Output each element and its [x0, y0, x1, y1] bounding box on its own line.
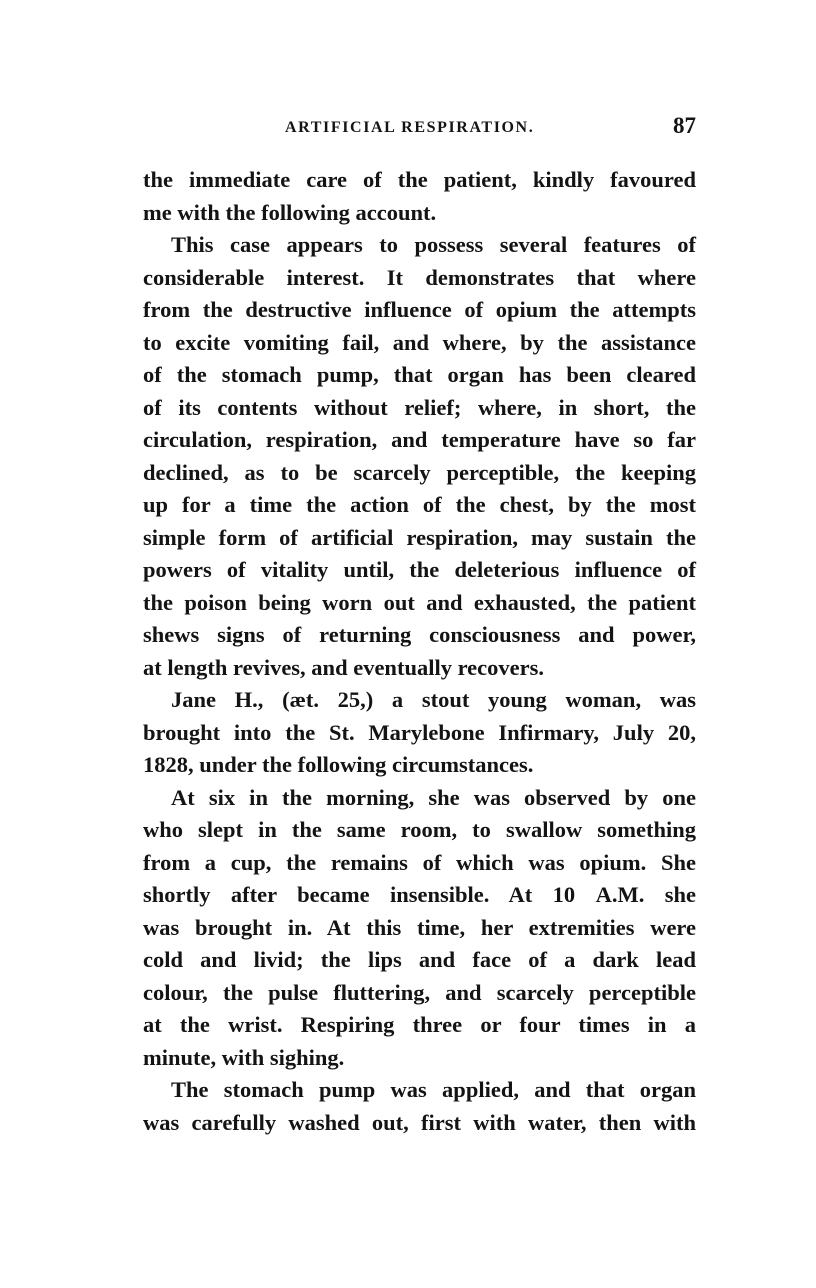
text-line: the immediate care of the patient, kindly favoured — [143, 167, 696, 192]
text-line: simple form of artificial respiration, may sustain the — [143, 524, 696, 550]
text-line: circulation, respiration, and temperature have so far — [143, 427, 696, 452]
time-abbreviation: A.M. — [595, 882, 645, 907]
text-line: of its contents without relief; where, in short, the — [143, 394, 696, 420]
text-line: the poison being worn out and exhausted, the patient — [143, 589, 696, 615]
text-line: to excite vomiting fail, and where, by the assistance — [143, 329, 696, 355]
text-line: 1828, under the following circumstances. — [143, 752, 534, 777]
text-segment: shortly after became insensible. At 10 — [143, 882, 596, 907]
body-text — [143, 164, 696, 1139]
text-line: me with the following account. — [143, 199, 437, 225]
text-line: at length revives, and eventually recovers. — [143, 654, 544, 680]
text-line: colour, the pulse fluttering, and scarcely perceptible — [143, 979, 696, 1005]
running-title: ARTIFICIAL RESPIRATION. — [285, 119, 535, 136]
text-line: of the stomach pump, that organ has been cleared — [143, 362, 696, 387]
text-line: was carefully washed out, first with water, then with — [143, 1109, 696, 1135]
paragraph-first-line: At six in the morning, she was observed by one — [171, 784, 696, 810]
page-number: 87 — [673, 113, 696, 138]
text-line: powers of vitality until, the deleterious influence of — [143, 557, 696, 582]
paragraph-first-line: This case appears to possess several features of — [171, 232, 696, 257]
text-line: declined, as to be scarcely perceptible, the keeping — [143, 459, 696, 485]
text-line: minute, with sighing. — [143, 1044, 345, 1070]
paragraph-first-line: The stomach pump was applied, and that organ — [171, 1077, 696, 1102]
paragraph-first-line: Jane H., (æt. 25,) a stout young woman, was — [171, 687, 696, 712]
text-line: cold and livid; the lips and face of a dark lead — [143, 947, 696, 972]
text-line: considerable interest. It demonstrates that where — [143, 264, 696, 290]
text-line: from a cup, the remains of which was opium. She — [143, 849, 696, 875]
text-line: brought into the St. Marylebone Infirmary, July 20, — [143, 719, 696, 745]
text-line: up for a time the action of the chest, by the most — [143, 492, 696, 517]
text-line: was brought in. At this time, her extremities were — [143, 914, 696, 940]
text-line: from the destructive influence of opium the attempts — [143, 297, 696, 322]
text-segment: she — [644, 882, 696, 907]
running-head — [143, 113, 696, 143]
text-line: at the wrist. Respiring three or four times in a — [143, 1012, 696, 1037]
text-line — [143, 879, 696, 912]
text-line: shews signs of returning consciousness and power, — [143, 622, 696, 647]
text-line: who slept in the same room, to swallow something — [143, 817, 696, 842]
